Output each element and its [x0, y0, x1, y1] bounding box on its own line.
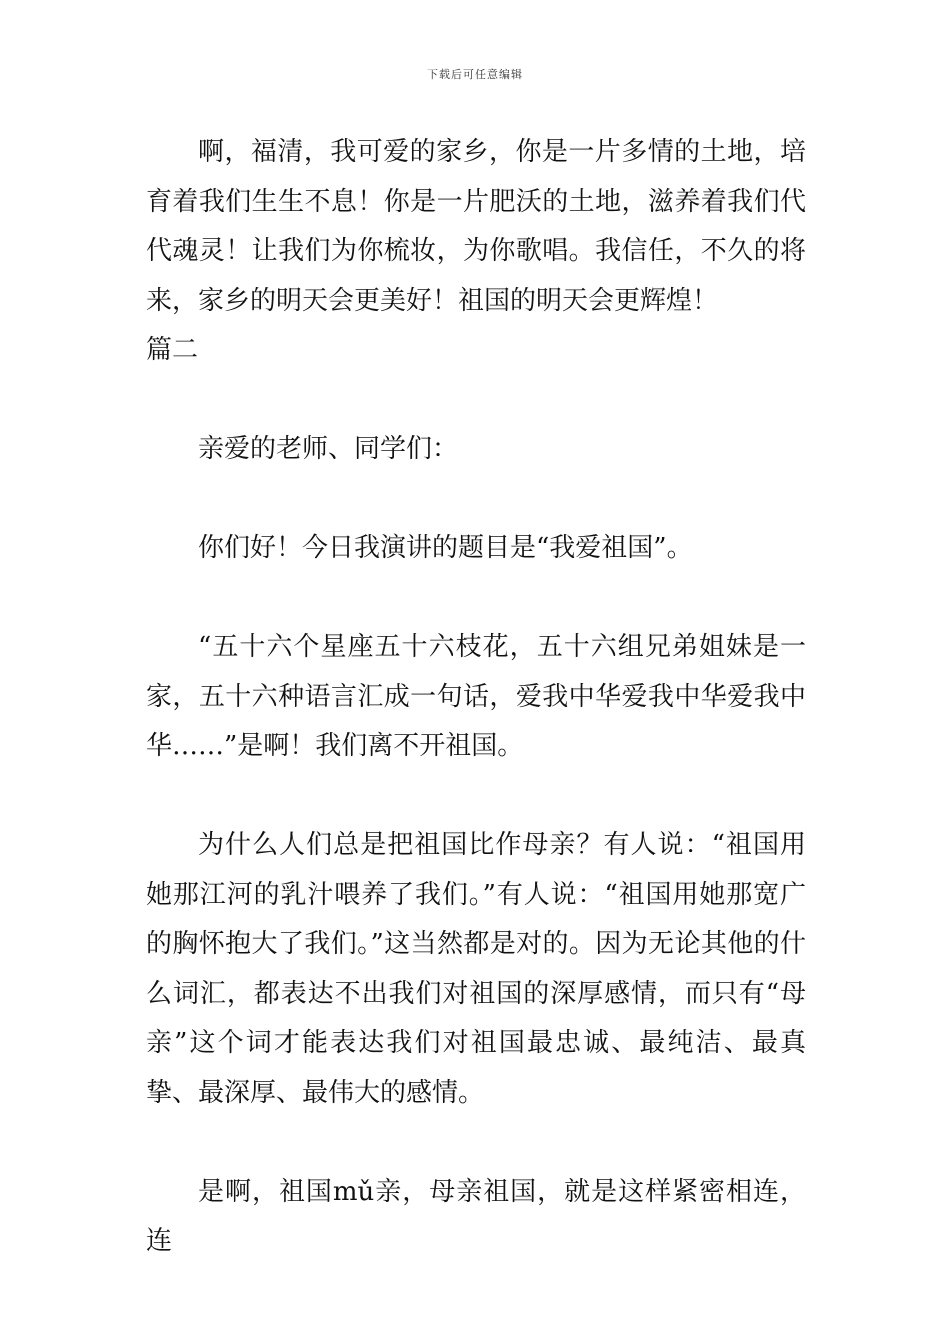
paragraph-mother-metaphor: 为什么人们总是把祖国比作母亲？有人说：“祖国用她那江河的乳汁喂养了我们。”有人说：“祖国用她那宽广的胸怀抱大了我们。”这当然都是对的。因为无论其他的什么词汇，都表达不出我们对祖国的深厚感情，而只有“母亲”这个词才能表达我们对祖国最忠诚、最纯洁、最真挚、最深厚、最伟大的感情。 — [146, 830, 806, 1108]
section-title: 篇二 — [146, 335, 199, 365]
paragraph-hometown-closing: 啊，福清，我可爱的家乡，你是一片多情的土地，培育着我们生生不息！你是一片肥沃的土地，滋养着我们代代魂灵！让我们为你梳妆，为你歌唱。我信任，不久的将来，家乡的明天会更美好！祖国的明天会更辉煌！ — [146, 137, 806, 316]
paragraph-greeting: 亲爱的老师、同学们： — [198, 434, 459, 464]
blank-line — [146, 1118, 806, 1168]
paragraph-motherland-mother: 是啊，祖国mǔ亲，母亲祖国，就是这样紧密相连，连 — [146, 1176, 806, 1256]
blank-line — [146, 475, 806, 525]
blank-line — [146, 376, 806, 426]
document-body — [146, 128, 806, 1267]
blank-line — [146, 772, 806, 822]
blank-line — [146, 574, 806, 624]
paragraph-topic: 你们好！今日我演讲的题目是“我爱祖国”。 — [198, 533, 693, 563]
paragraph-song-quote: “五十六个星座五十六枝花，五十六组兄弟姐妹是一家，五十六种语言汇成一句话，爱我中华爱我中华爱我中华……”是啊！我们离不开祖国。 — [146, 632, 806, 761]
page-header-note: 下载后可任意编辑 — [427, 68, 523, 81]
